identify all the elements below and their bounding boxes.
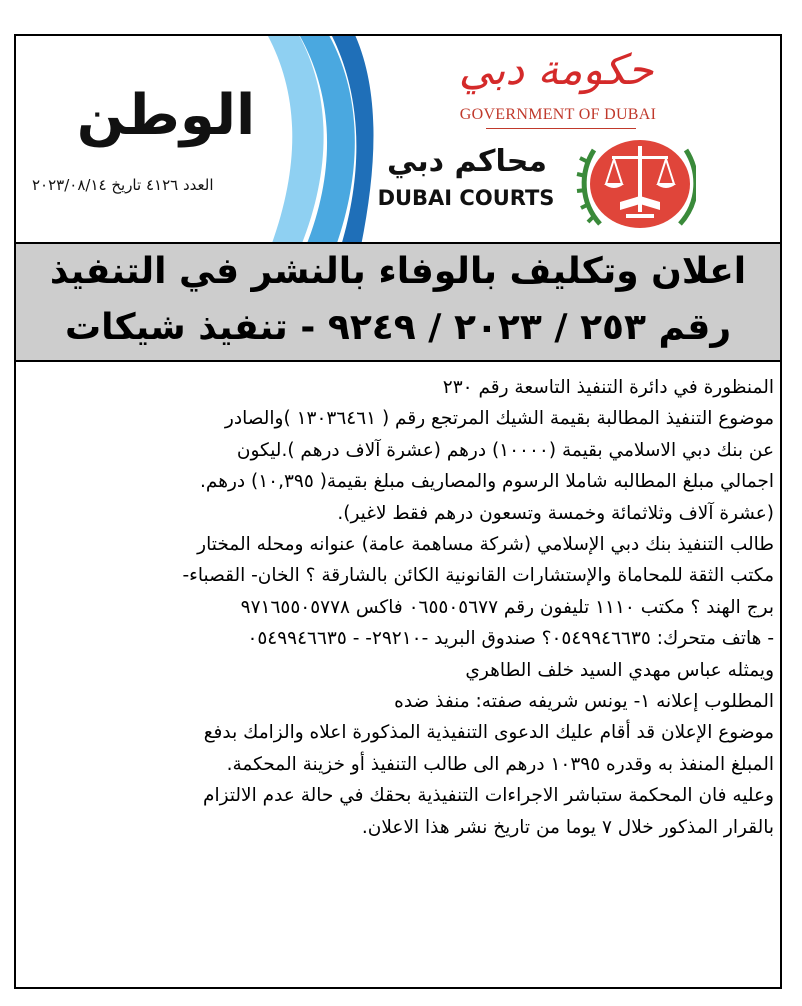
body-line: عن بنك دبي الاسلامي بقيمة (١٠٠٠٠) درهم (عشرة آلاف درهم ).ليكون [236,439,774,461]
body-line: - هاتف متحرك: ٠٥٤٩٩٤٦٦٣٥؟ صندوق البريد -٢٩٢١٠- - ٠٥٤٩٩٤٦٦٣٥ [247,628,774,650]
announcement-body [24,372,774,843]
government-arabic-logo: حكومة دبي [458,45,654,94]
issue-date-line: العدد ٤١٢٦ تاريخ ٢٠٢٣/٠٨/١٤ [32,176,214,194]
title-line-2: رقم ٢٥٣ / ٢٠٢٣ / ٩٢٤٩ - تنفيذ شيكات [64,307,732,348]
courts-english-name: DUBAI COURTS [377,186,555,210]
header [16,36,780,242]
body-line: وعليه فان المحكمة ستباشر الاجراءات التنفيذية بحقك في حالة عدم الالتزام [203,785,774,807]
announcement-title [16,242,780,362]
body-line: برج الهند ؟ مكتب ١١١٠ تليفون رقم ٠٦٥٥٠٥٦٧٧ فاكس ٩٧١٦٥٥٠٥٧٧٨ [240,596,774,618]
scales-of-justice-icon [576,132,696,232]
newspaper-logo: الوطن [76,83,256,148]
body-line: موضوع الإعلان قد أقام عليك الدعوى التنفيذية المذكورة اعلاه والزامك بدفع [203,722,774,744]
body-line: المبلغ المنفذ به وقدره ١٠٣٩٥ درهم الى طالب التنفيذ أو خزينة المحكمة. [226,753,774,775]
body-line: (عشرة آلاف وثلاثمائة وخمسة وتسعون درهم فقط لاغير). [337,502,774,524]
body-line: مكتب الثقة للمحاماة والإستشارات القانونية الكائن بالشارقة ؟ الخان- القصباء- [182,565,774,587]
government-english-name: GOVERNMENT OF DUBAI [459,106,657,123]
body-line: المطلوب إعلانه ١- يونس شريفه صفته: منفذ ضده [394,691,774,713]
courts-arabic-name: محاكم دبي [387,144,547,179]
government-underline [486,128,636,129]
title-line-1: اعلان وتكليف بالوفاء بالنشر في التنفيذ [49,251,747,292]
body-line: اجمالي مبلغ المطالبه شاملا الرسوم والمصاريف مبلغ بقيمة( ١٠,٣٩٥) درهم. [200,471,774,493]
body-line: طالب التنفيذ بنك دبي الإسلامي (شركة مساهمة عامة) عنوانه ومحله المختار [197,534,774,556]
body-line: المنظورة في دائرة التنفيذ التاسعة رقم ٢٣٠ [442,377,774,398]
body-line: بالقرار المذكور خلال ٧ يوما من تاريخ نشر هذا الاعلان. [361,816,774,838]
announcement-frame [14,34,782,989]
body-line: ويمثله عباس مهدي السيد خلف الطاهري [465,659,774,681]
body-line: موضوع التنفيذ المطالبة بقيمة الشيك المرتجع رقم ( ١٣٠٣٦٤٦١ )والصادر [224,408,774,430]
